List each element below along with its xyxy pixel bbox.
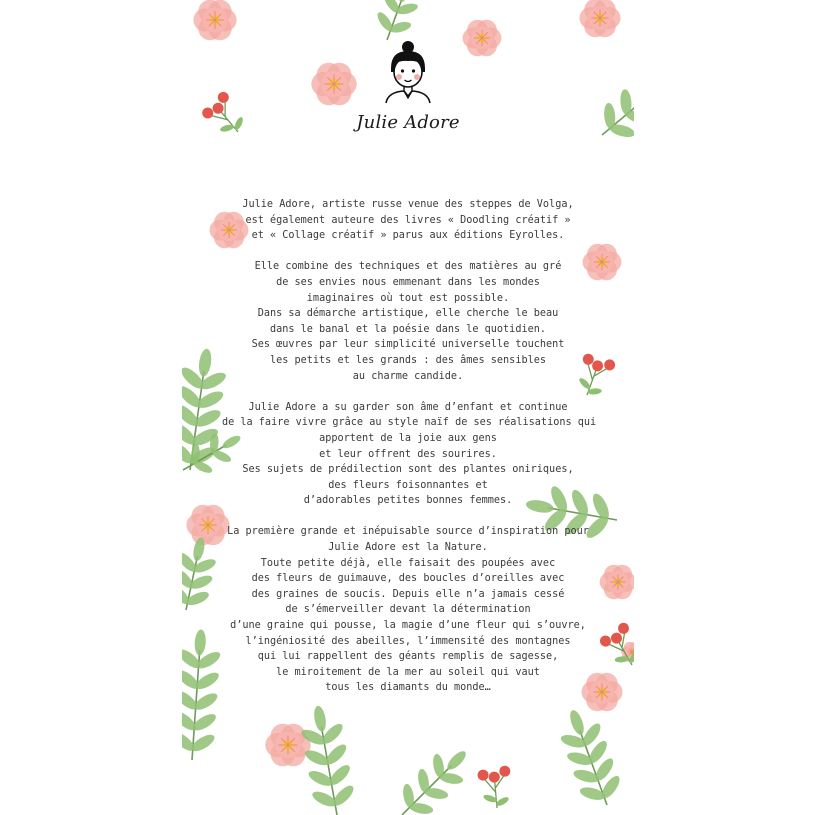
bio-line: apportent de la joie aux gens bbox=[319, 432, 497, 444]
pink-flower-icon bbox=[193, 0, 236, 40]
green-leaf-sprig-icon bbox=[182, 628, 225, 762]
bio-line: d’adorables petites bonnes femmes. bbox=[303, 495, 513, 507]
green-leaf-sprig-icon bbox=[182, 533, 223, 615]
bio-line: l’ingéniosité des abeilles, l’immensité des montagnes bbox=[245, 635, 571, 647]
bio-line: Dans sa démarche artistique, elle cherche le beau bbox=[257, 308, 559, 320]
bio-line: La première grande et inépuisable source d’inspiration pour bbox=[227, 526, 589, 538]
bio-line: d’une graine qui pousse, la magie d’une fleur qui s’ouvre, bbox=[230, 620, 586, 632]
bio-paragraph bbox=[222, 259, 594, 384]
bio-paragraph bbox=[222, 400, 597, 509]
bio-line: le miroitement de la mer au soleil qui vaut bbox=[276, 666, 540, 678]
green-leaf-sprig-icon bbox=[387, 737, 481, 815]
red-berry-sprig-icon bbox=[477, 765, 513, 809]
bio-paragraph bbox=[222, 524, 594, 696]
bio-line: de la faire vivre grâce au style naïf de ses réalisations qui bbox=[222, 417, 597, 429]
bio-line: imaginaires où tout est possible. bbox=[306, 292, 510, 304]
bio-line: au charme candide. bbox=[352, 370, 464, 382]
bio-line: est également auteure des livres « Doodling créatif » bbox=[245, 214, 571, 226]
woman-portrait-icon bbox=[380, 38, 436, 104]
bio-paragraph bbox=[222, 197, 594, 244]
bio-line: qui lui rappellent des géants remplis de sagesse, bbox=[257, 651, 559, 663]
bio-line: Ses œuvres par leur simplicité universelle touchent bbox=[251, 339, 565, 351]
bio-line: les petits et les grands : des âmes sensibles bbox=[269, 354, 546, 366]
bio-line: des graines de soucis. Depuis elle n’a jamais cessé bbox=[251, 588, 565, 600]
bio-line: et « Collage créatif » parus aux éditions Eyrolles. bbox=[251, 230, 565, 242]
bio-line: Ses sujets de prédilection sont des plantes oniriques, bbox=[242, 464, 574, 476]
bio-line: des fleurs foisonnantes et bbox=[328, 479, 488, 491]
card bbox=[182, 0, 634, 815]
bio-line: et leur offrent des sourires. bbox=[319, 448, 497, 460]
bio-line: des fleurs de guimauve, des boucles d’oreilles avec bbox=[251, 573, 565, 585]
bio-line: Toute petite déjà, elle faisait des poupées avec bbox=[260, 557, 556, 569]
logo bbox=[182, 38, 634, 109]
bio-line: Julie Adore a su garder son âme d’enfant et continue bbox=[248, 401, 568, 413]
bio-line: Julie Adore, artiste russe venue des steppes de Volga, bbox=[242, 199, 574, 210]
pink-flower-icon bbox=[600, 565, 634, 599]
bio-line: Elle combine des techniques et des matières au gré bbox=[254, 261, 562, 273]
biography-text bbox=[222, 197, 597, 712]
bio-line: tous les diamants du monde… bbox=[325, 682, 491, 694]
green-leaf-sprig-icon bbox=[550, 702, 629, 813]
bio-line: Julie Adore est la Nature. bbox=[328, 542, 488, 554]
pink-flower-icon bbox=[579, 0, 620, 37]
brand-name: Julie Adore bbox=[356, 112, 460, 133]
bio-line: de s’émerveiller devant la détermination bbox=[285, 604, 531, 616]
bio-line: de ses envies nous emmenant dans les mondes bbox=[276, 276, 540, 288]
bio-line: dans le banal et la poésie dans le quotidien. bbox=[269, 323, 546, 335]
